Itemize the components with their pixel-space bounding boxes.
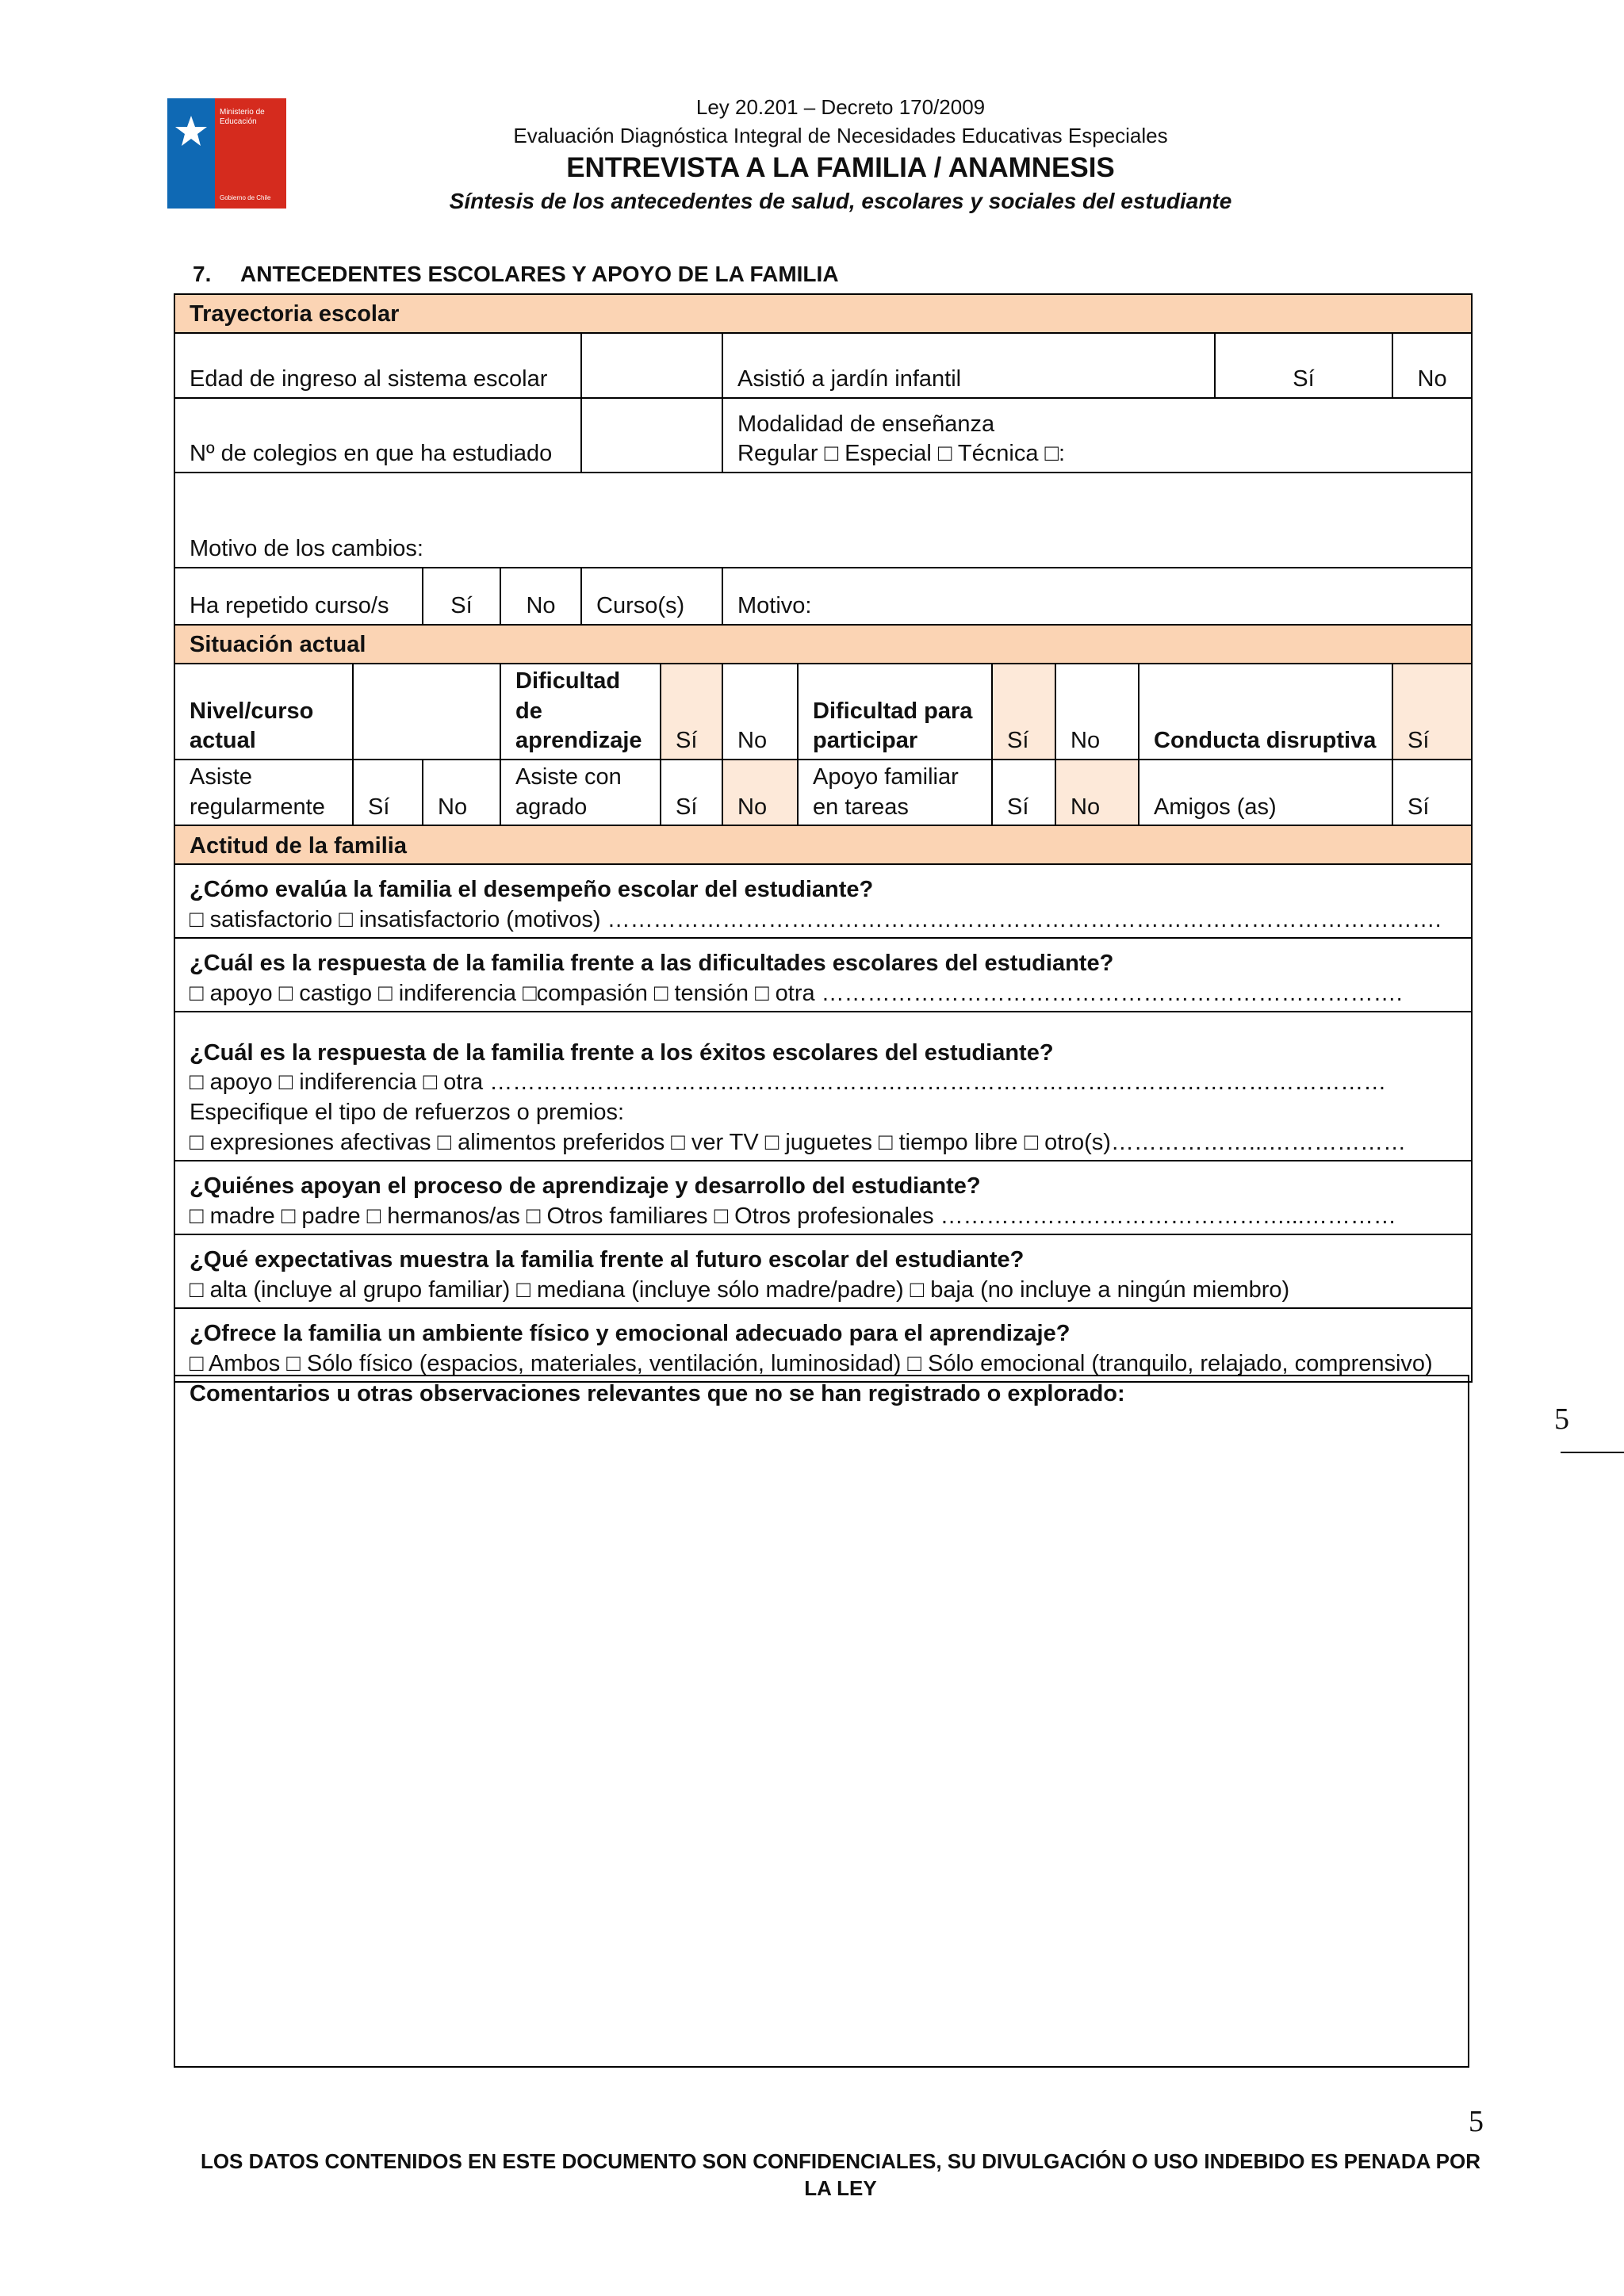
- q6-question: ¿Ofrece la familia un ambiente físico y emocional adecuado para el aprendizaje?: [190, 1321, 1071, 1347]
- q3-sub-options[interactable]: □ expresiones afectivas □ alimentos preferidos □ ver TV □ juguetes □ tiempo libre □ otro(s)………………...………………: [190, 1129, 1407, 1155]
- jardin-no[interactable]: No: [1392, 333, 1472, 398]
- asiste-no[interactable]: No: [423, 760, 500, 825]
- repetido-no[interactable]: No: [500, 568, 581, 625]
- logo-line3: Gobierno de Chile: [220, 194, 271, 201]
- q5-question: ¿Qué expectativas muestra la familia frente al futuro escolar del estudiante?: [190, 1247, 1025, 1273]
- modalidad-options[interactable]: Regular □ Especial □ Técnica □:: [737, 441, 1066, 467]
- nivel-label: Nivel/curso actual: [174, 664, 353, 760]
- jardin-si[interactable]: Sí: [1215, 333, 1392, 398]
- q5-options[interactable]: □ alta (incluye al grupo familiar) □ mediana (incluye sólo madre/padre) □ baja (no incluye a ningún miembro): [190, 1276, 1290, 1303]
- colegios-field[interactable]: [581, 398, 722, 473]
- asiste-si[interactable]: Sí: [353, 760, 423, 825]
- q1-cell: [174, 864, 1472, 938]
- side-page-number: 5: [1554, 1402, 1569, 1436]
- edad-ingreso-label: Edad de ingreso al sistema escolar: [174, 333, 581, 398]
- apoyo-tareas-no[interactable]: No: [1055, 760, 1139, 825]
- situacion-header: Situación actual: [174, 625, 1472, 664]
- agrado-no[interactable]: No: [722, 760, 798, 825]
- q3-sub-label: Especifique el tipo de refuerzos o premios:: [190, 1100, 625, 1126]
- modalidad-label: Modalidad de enseñanza: [737, 411, 995, 437]
- amigos-si[interactable]: Sí: [1392, 760, 1472, 825]
- motivo-repeticion[interactable]: Motivo:: [722, 568, 1472, 625]
- agrado-label: Asiste con agrado: [500, 760, 661, 825]
- colegios-label: Nº de colegios en que ha estudiado: [174, 398, 581, 473]
- q3-question: ¿Cuál es la respuesta de la familia frente a los éxitos escolares del estudiante?: [190, 1039, 1054, 1066]
- trayectoria-header: Trayectoria escolar: [174, 294, 1472, 333]
- page-number: 5: [1469, 2105, 1484, 2138]
- section-heading: [193, 262, 839, 287]
- q4-options[interactable]: □ madre □ padre □ hermanos/as □ Otros familiares □ Otros profesionales ………………………………………...…………: [190, 1203, 1396, 1229]
- q5-cell: [174, 1234, 1472, 1308]
- side-divider: [1561, 1452, 1624, 1453]
- modalidad-cell: [722, 398, 1472, 473]
- dif-aprendizaje-label: Dificultad de aprendizaje: [500, 664, 661, 760]
- q1-options[interactable]: □ satisfactorio □ insatisfactorio (motivos) ……………………………………………………………………………………………….: [190, 906, 1442, 932]
- q2-options[interactable]: □ apoyo □ castigo □ indiferencia □compasión □ tensión □ otra ………………………………………………………………….: [190, 980, 1403, 1006]
- asiste-label: Asiste regularmente: [174, 760, 353, 825]
- jardin-label: Asistió a jardín infantil: [722, 333, 1215, 398]
- section-number: 7.: [193, 262, 212, 286]
- q2-cell: [174, 938, 1472, 1012]
- q1-question: ¿Cómo evalúa la familia el desempeño escolar del estudiante?: [190, 877, 874, 903]
- dif-aprendizaje-si[interactable]: Sí: [661, 664, 722, 760]
- dif-aprendizaje-no[interactable]: No: [722, 664, 798, 760]
- document-synopsis: Síntesis de los antecedentes de salud, escolares y sociales del estudiante: [449, 189, 1232, 213]
- law-reference: Ley 20.201 – Decreto 170/2009: [695, 95, 986, 119]
- q3-cell: [174, 1012, 1472, 1161]
- conducta-si[interactable]: Sí: [1392, 664, 1472, 760]
- q6-cell: [174, 1308, 1472, 1382]
- edad-ingreso-field[interactable]: [581, 333, 722, 398]
- dif-participar-no[interactable]: No: [1055, 664, 1139, 760]
- document-title: ENTREVISTA A LA FAMILIA / ANAMNESIS: [566, 152, 1115, 183]
- apoyo-tareas-si[interactable]: Sí: [992, 760, 1055, 825]
- q4-cell: [174, 1161, 1472, 1234]
- apoyo-tareas-label: Apoyo familiar en tareas: [798, 760, 992, 825]
- repetido-label: Ha repetido curso/s: [174, 568, 423, 625]
- document-header: [396, 97, 1285, 212]
- school-history-table: [174, 293, 1473, 1383]
- section-title: ANTECEDENTES ESCOLARES Y APOYO DE LA FAMILIA: [240, 262, 839, 286]
- ministerio-logo: [167, 98, 286, 209]
- q6-options[interactable]: □ Ambos □ Sólo físico (espacios, materiales, ventilación, luminosidad) □ Sólo emocional (tranquilo, relajado, comprensivo): [190, 1350, 1433, 1376]
- comments-label: Comentarios u otras observaciones relevantes que no se han registrado o explorado:: [190, 1381, 1125, 1406]
- q4-question: ¿Quiénes apoyan el proceso de aprendizaje y desarrollo del estudiante?: [190, 1173, 981, 1200]
- nivel-field[interactable]: [353, 664, 500, 760]
- q2-question: ¿Cuál es la respuesta de la familia frente a las dificultades escolares del estudiante?: [190, 951, 1114, 977]
- cursos-label[interactable]: Curso(s): [581, 568, 722, 625]
- agrado-si[interactable]: Sí: [661, 760, 722, 825]
- q3-options[interactable]: □ apoyo □ indiferencia □ otra ………………………………………………………………………………………………………: [190, 1070, 1387, 1096]
- confidentiality-footer: LOS DATOS CONTENIDOS EN ESTE DOCUMENTO SON CONFIDENCIALES, SU DIVULGACIÓN O USO INDEBIDO ES PENADA POR LA LEY: [200, 2149, 1481, 2200]
- amigos-label: Amigos (as): [1139, 760, 1392, 825]
- conducta-label: Conducta disruptiva: [1139, 664, 1392, 760]
- actitud-header: Actitud de la familia: [174, 825, 1472, 864]
- logo-line2: Educación: [220, 117, 257, 126]
- motivo-cambios[interactable]: Motivo de los cambios:: [174, 473, 1472, 568]
- dif-participar-si[interactable]: Sí: [992, 664, 1055, 760]
- header-subtitle: Evaluación Diagnóstica Integral de Necesidades Educativas Especiales: [513, 124, 1168, 147]
- dif-participar-label: Dificultad para participar: [798, 664, 992, 760]
- comments-box[interactable]: [174, 1375, 1469, 2068]
- repetido-si[interactable]: Sí: [423, 568, 500, 625]
- logo-line1: Ministerio de: [220, 108, 265, 117]
